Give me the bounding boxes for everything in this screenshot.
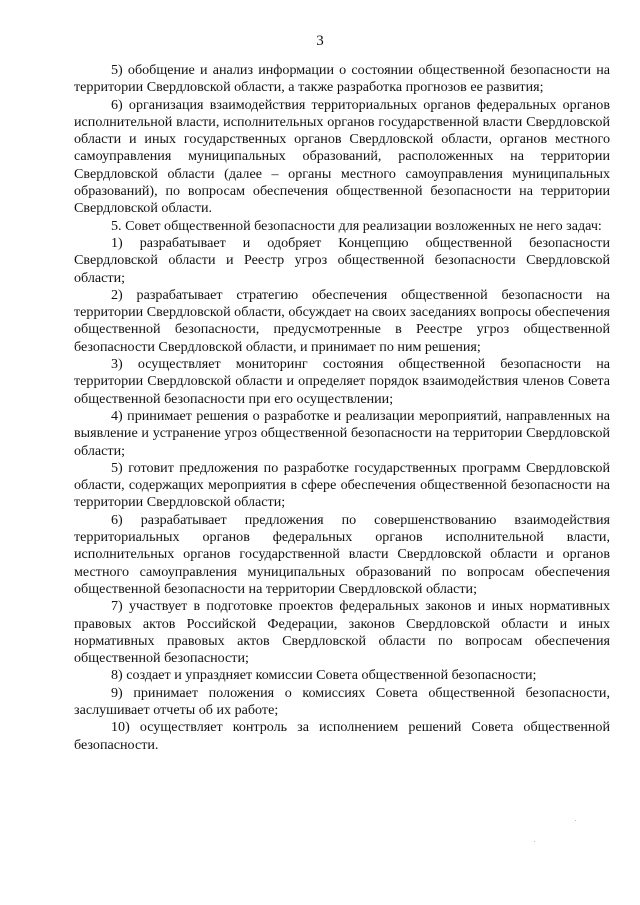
paragraph-task-1-concept: 1) разрабатывает и одобряет Концепцию общественной безопасности Свердловской области и Реестр угроз общественной безопасности Свердловской области; (74, 234, 610, 286)
paragraph-task-7-legislation: 7) участвует в подготовке проектов федеральных законов и иных нормативных правовых актов Российской Федерации, законов Свердловской области и иных нормативных правовых актов Свердловской области по вопросам обеспечения общественной безопасности; (74, 598, 610, 667)
document-body (74, 62, 610, 754)
paragraph-task-3-monitoring: 3) осуществляет мониторинг состояния общественной безопасности на территории Свердловской области и определяет порядок взаимодействия членов Совета общественной безопасности при его осуществлении; (74, 356, 610, 407)
paragraph-task-5-programs: 5) готовит предложения по разработке государственных программ Свердловской области, содержащих мероприятия в сфере обеспечения общественной безопасности на территории Свердловской области; (74, 459, 610, 511)
paragraph-task-10-control: 10) осуществляет контроль за исполнением решений Совета общественной безопасности. (74, 719, 610, 753)
paragraph-task-6-proposals: 6) разрабатывает предложения по совершенствованию взаимодействия территориальных органов федеральных органов исполнительной власти, исполнительных органов государственной власти Свердловской области и органов местного самоуправления муниципальных образований по вопросам обеспечения общественной безопасности на территории Свердловской области; (74, 511, 610, 597)
scan-speck (575, 820, 576, 821)
paragraph-task-8-commissions: 8) создает и упраздняет комиссии Совета общественной безопасности; (111, 667, 537, 684)
paragraph-task-4-decisions: 4) принимает решения о разработке и реализации мероприятий, направленных на выявление и устранение угроз общественной безопасности на территории Свердловской области; (74, 407, 610, 459)
paragraph-section-5-council-tasks: 5. Совет общественной безопасности для реализации возложенных не него задач: (111, 217, 602, 234)
paragraph-item-6-interaction: 6) организация взаимодействия территориальных органов федеральных органов исполнительной власти, исполнительных органов государственной власти Свердловской области и иных государственных органов Свердловской области, органов местного самоуправления муниципальных образований, расположенных на территории Свердловской области (далее – органы местного самоуправления муниципальных образований), по вопросам обеспечения общественной безопасности на территории Свердловской области. (74, 96, 610, 217)
paragraph-task-2-strategy: 2) разрабатывает стратегию обеспечения общественной безопасности на территории Свердловской области, обсуждает на своих заседаниях вопросы обеспечения общественной безопасности, предусмотренные в Реестре угроз общественной безопасности Свердловской области, и принимает по ним решения; (74, 286, 610, 355)
scan-speck (534, 841, 535, 842)
page-number: 3 (316, 33, 324, 49)
paragraph-item-5-analysis: 5) обобщение и анализ информации о состоянии общественной безопасности на территории Свердловской области, а также разработка прогнозов ее развития; (74, 62, 610, 96)
paragraph-task-9-regulations: 9) принимает положения о комиссиях Совета общественной безопасности, заслушивает отчеты об их работе; (74, 684, 610, 718)
